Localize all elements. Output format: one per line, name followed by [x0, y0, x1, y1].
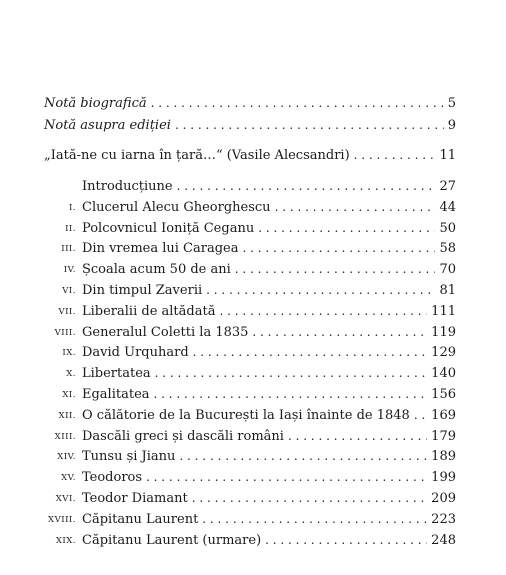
- chapter-numeral: III.: [61, 244, 76, 254]
- toc-chapter-entry: [82, 532, 456, 549]
- chapter-numeral: IX.: [62, 348, 76, 358]
- dot-leader: [275, 199, 436, 215]
- chapter-numeral: XVI.: [55, 494, 76, 504]
- toc-entry-title: „Iată-ne cu iarna în țară…“ (Vasile Alecsandri): [44, 148, 350, 163]
- toc-entry-title: Polcovnicul Ioniță Ceganu: [82, 221, 255, 236]
- toc-entry-title: Din timpul Zaverii: [82, 283, 203, 298]
- chapter-numeral: XI.: [62, 390, 76, 400]
- chapter-numeral: II.: [65, 224, 76, 234]
- toc-front-entry: [44, 117, 456, 134]
- dot-leader: [235, 261, 436, 277]
- toc-chapter-entry: [82, 365, 456, 382]
- toc-entry-title: Egalitatea: [82, 387, 150, 402]
- dot-leader: [175, 117, 444, 133]
- toc-page-number: 248: [431, 533, 456, 548]
- toc-chapter-entry: [82, 407, 456, 424]
- chapter-numeral: X.: [66, 369, 76, 379]
- toc-chapter-entry: [82, 490, 456, 507]
- toc-entry-title: David Urquhard: [82, 345, 189, 360]
- dot-leader: [146, 469, 427, 485]
- toc-page-number: 5: [447, 96, 456, 111]
- chapter-numeral: IV.: [63, 265, 76, 275]
- chapter-numeral: XIV.: [57, 452, 76, 462]
- toc-page-number: 209: [431, 491, 456, 506]
- toc-page-number: 179: [431, 429, 456, 444]
- chapter-numeral: XII.: [58, 411, 76, 421]
- toc-chapter-entry: [82, 344, 456, 361]
- toc-chapter-entry: [82, 386, 456, 403]
- dot-leader: [252, 324, 427, 340]
- toc-page-number: 199: [431, 470, 456, 485]
- toc-chapter-entry: [82, 324, 456, 341]
- toc-page-number: 9: [447, 118, 456, 133]
- toc-chapter-entry: [82, 469, 456, 486]
- toc-entry-title: Generalul Coletti la 1835: [82, 325, 249, 340]
- toc-page-number: 169: [431, 408, 456, 423]
- toc-page-number: 27: [439, 179, 456, 194]
- toc-entry-title: Dascăli greci și dascăli români: [82, 429, 284, 444]
- toc-chapter-entry: [82, 220, 456, 237]
- dot-leader: [192, 490, 427, 506]
- toc-page-number: 140: [431, 366, 456, 381]
- toc-front-entry: [44, 147, 456, 164]
- toc-entry-title: Căpitanu Laurent (urmare): [82, 533, 262, 548]
- dot-leader: [202, 511, 427, 527]
- toc-page-number: 156: [431, 387, 456, 402]
- dot-leader: [354, 147, 436, 163]
- toc-page-number: 50: [439, 221, 456, 236]
- chapter-numeral: VII.: [58, 307, 76, 317]
- chapter-numeral: XV.: [61, 473, 76, 483]
- toc-chapter-entry: [82, 428, 456, 445]
- toc-page-number: 44: [439, 200, 456, 215]
- toc-page-number: 11: [439, 148, 456, 163]
- dot-leader: [151, 95, 444, 111]
- toc-chapter-entry: [82, 240, 456, 257]
- toc-page-number: 223: [431, 512, 456, 527]
- toc-chapter-entry: [82, 303, 456, 320]
- dot-leader: [414, 407, 427, 423]
- toc-page-number: 189: [431, 449, 456, 464]
- dot-leader: [193, 344, 428, 360]
- toc-chapter-entry: [82, 511, 456, 528]
- toc-chapter-entry: [82, 448, 456, 465]
- toc-page-number: 129: [431, 345, 456, 360]
- dot-leader: [154, 386, 428, 402]
- toc-chapter-entry: [82, 199, 456, 216]
- toc-front-entry: [44, 95, 456, 112]
- toc-chapter-entry: [82, 261, 456, 278]
- toc-chapter-entry: [82, 282, 456, 299]
- toc-entry-title: Notă asupra ediției: [44, 118, 171, 133]
- dot-leader: [243, 240, 436, 256]
- dot-leader: [206, 282, 435, 298]
- dot-leader: [258, 220, 435, 236]
- toc-entry-title: Căpitanu Laurent: [82, 512, 199, 527]
- dot-leader: [177, 178, 436, 194]
- dot-leader: [265, 532, 427, 548]
- toc-entry-title: Liberalii de altădată: [82, 304, 216, 319]
- toc-page-number: 70: [439, 262, 456, 277]
- chapter-numeral: XIX.: [55, 536, 76, 546]
- toc-entry-title: Din vremea lui Caragea: [82, 241, 239, 256]
- dot-leader: [155, 365, 428, 381]
- toc-entry-title: Libertatea: [82, 366, 151, 381]
- toc-entry-title: Teodoros: [82, 470, 143, 485]
- dot-leader: [288, 428, 427, 444]
- toc-entry-title: Teodor Diamant: [82, 491, 188, 506]
- chapter-numeral: XIII.: [54, 432, 76, 442]
- dot-leader: [219, 303, 427, 319]
- toc-page-number: 111: [431, 304, 456, 319]
- chapter-numeral: I.: [68, 203, 76, 213]
- chapter-numeral: VIII.: [54, 328, 76, 338]
- toc-entry-title: Tunsu și Jianu: [82, 449, 176, 464]
- toc-page-number: 119: [431, 325, 456, 340]
- dot-leader: [179, 448, 427, 464]
- chapter-numeral: XVIII.: [48, 515, 76, 525]
- toc-page-number: 58: [439, 241, 456, 256]
- toc-chapter-entry: [82, 178, 456, 195]
- toc-entry-title: Școala acum 50 de ani: [82, 262, 231, 277]
- toc-entry-title: Clucerul Alecu Gheorghescu: [82, 200, 271, 215]
- toc-entry-title: O călătorie de la București la Iași înainte de 1848: [82, 408, 410, 423]
- toc-entry-title: Introducțiune: [82, 179, 173, 194]
- toc-entry-title: Notă biografică: [44, 96, 147, 111]
- chapter-numeral: VI.: [62, 286, 76, 296]
- toc-page-number: 81: [439, 283, 456, 298]
